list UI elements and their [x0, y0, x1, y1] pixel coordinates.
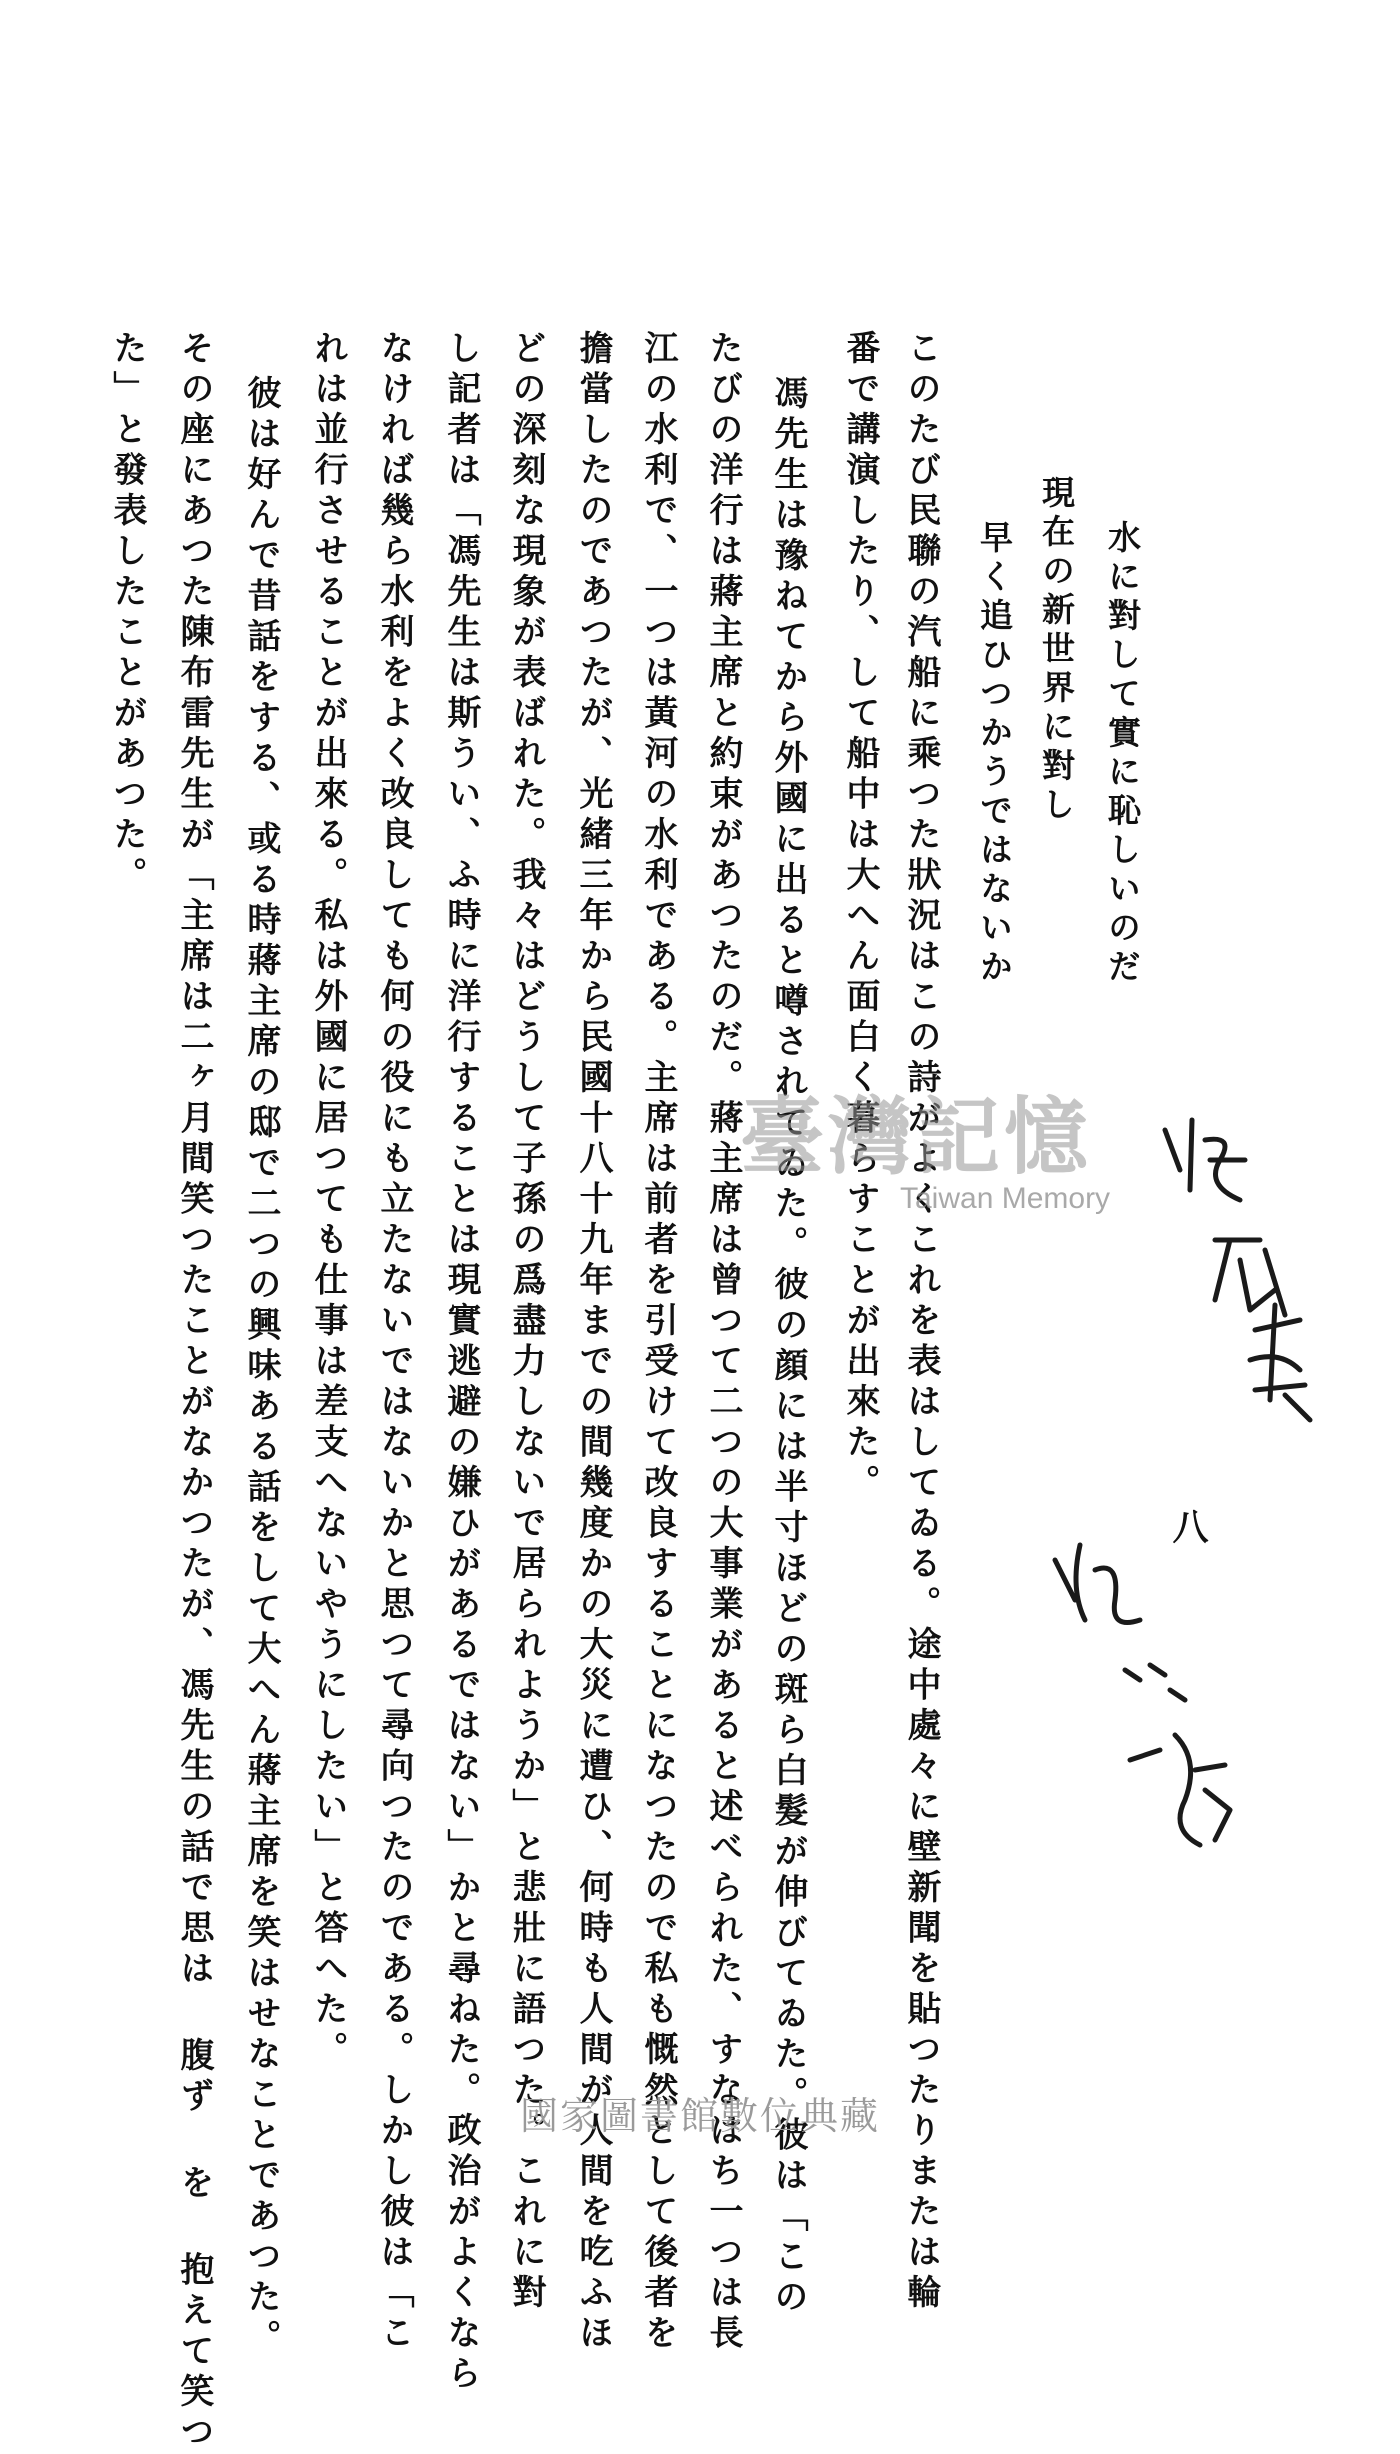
body-line: その座にあつた陳布雷先生が「主席は二ヶ月間笑つたことがなかつたが、馮先生の話で思は 腹ず を 抱えて笑つ [174, 330, 214, 2454]
footer-archive-label: 國家圖書館數位典藏 [519, 2094, 880, 2138]
body-line: 彼は好んで昔話をする、或る時蔣主席の邸で二つの興味ある話をして大へん蔣主席を笑はせなことであつた。 [241, 375, 281, 2360]
poem-line-2: 現在の新世界に對し [1037, 475, 1076, 826]
page-number: 八 [1167, 1508, 1209, 1544]
watermark-title: 臺灣記憶 [740, 1087, 1093, 1186]
watermark-subtitle: Taiwan Memory [900, 1182, 1111, 1215]
body-line: 馮先生は豫ねてから外國に出ると噂されてゐた。彼の顔には半寸ほどの斑ら白髮が伸びてゐた。彼は「この [768, 375, 808, 2319]
body-line: た」と發表したことがあつた。 [107, 330, 147, 897]
body-line: 江の水利で、一つは黃河の水利である。主席は前者を引受けて改良することになつたので私も慨然として後者を [638, 330, 678, 2355]
body-line: なければ幾ら水利をよく改良しても何の役にも立たないではないかと思つて尋向つたのである。しかし彼は「こ [374, 330, 414, 2355]
body-line: れは並行させることが出來る。私は外國に居つても仕事は差支へないやうにしたい」と答へた。 [308, 330, 348, 2072]
body-line: 番で講演したり、して船中は大へん面白く暮らすことが出來た。 [840, 330, 880, 1505]
poem-line-3: 早く追ひつかうではないか [975, 520, 1014, 988]
body-line: このたび民聯の汽船に乘つた狀況はこの詩がよくこれを表はしてゐる。途中處々に壁新聞を貼つたりまたは輪 [901, 330, 941, 2315]
body-line: どの深刻な現象が表ばれた。我々はどうして子孫の爲盡力しないで居られようか」と悲壯に語つた。これに對 [506, 330, 546, 2315]
poem-line-1: 水に對して實に恥しいのだ [1103, 520, 1142, 988]
body-line: 擔當したのであつたが、光緒三年から民國十八十九年までの間幾度かの大災に遭ひ、何時も人間が人間を吃ふほ [573, 330, 613, 2355]
body-line: たびの洋行は蔣主席と約束があつたのだ。蔣主席は曾つて二つの大事業があると述べられた、すなはち一つは長 [703, 330, 743, 2355]
body-line: し記者は「馮先生は斯うい、ふ時に洋行することは現實逃避の嫌ひがあるではない」かと尋ねた。政治がよくなら [441, 330, 481, 2396]
